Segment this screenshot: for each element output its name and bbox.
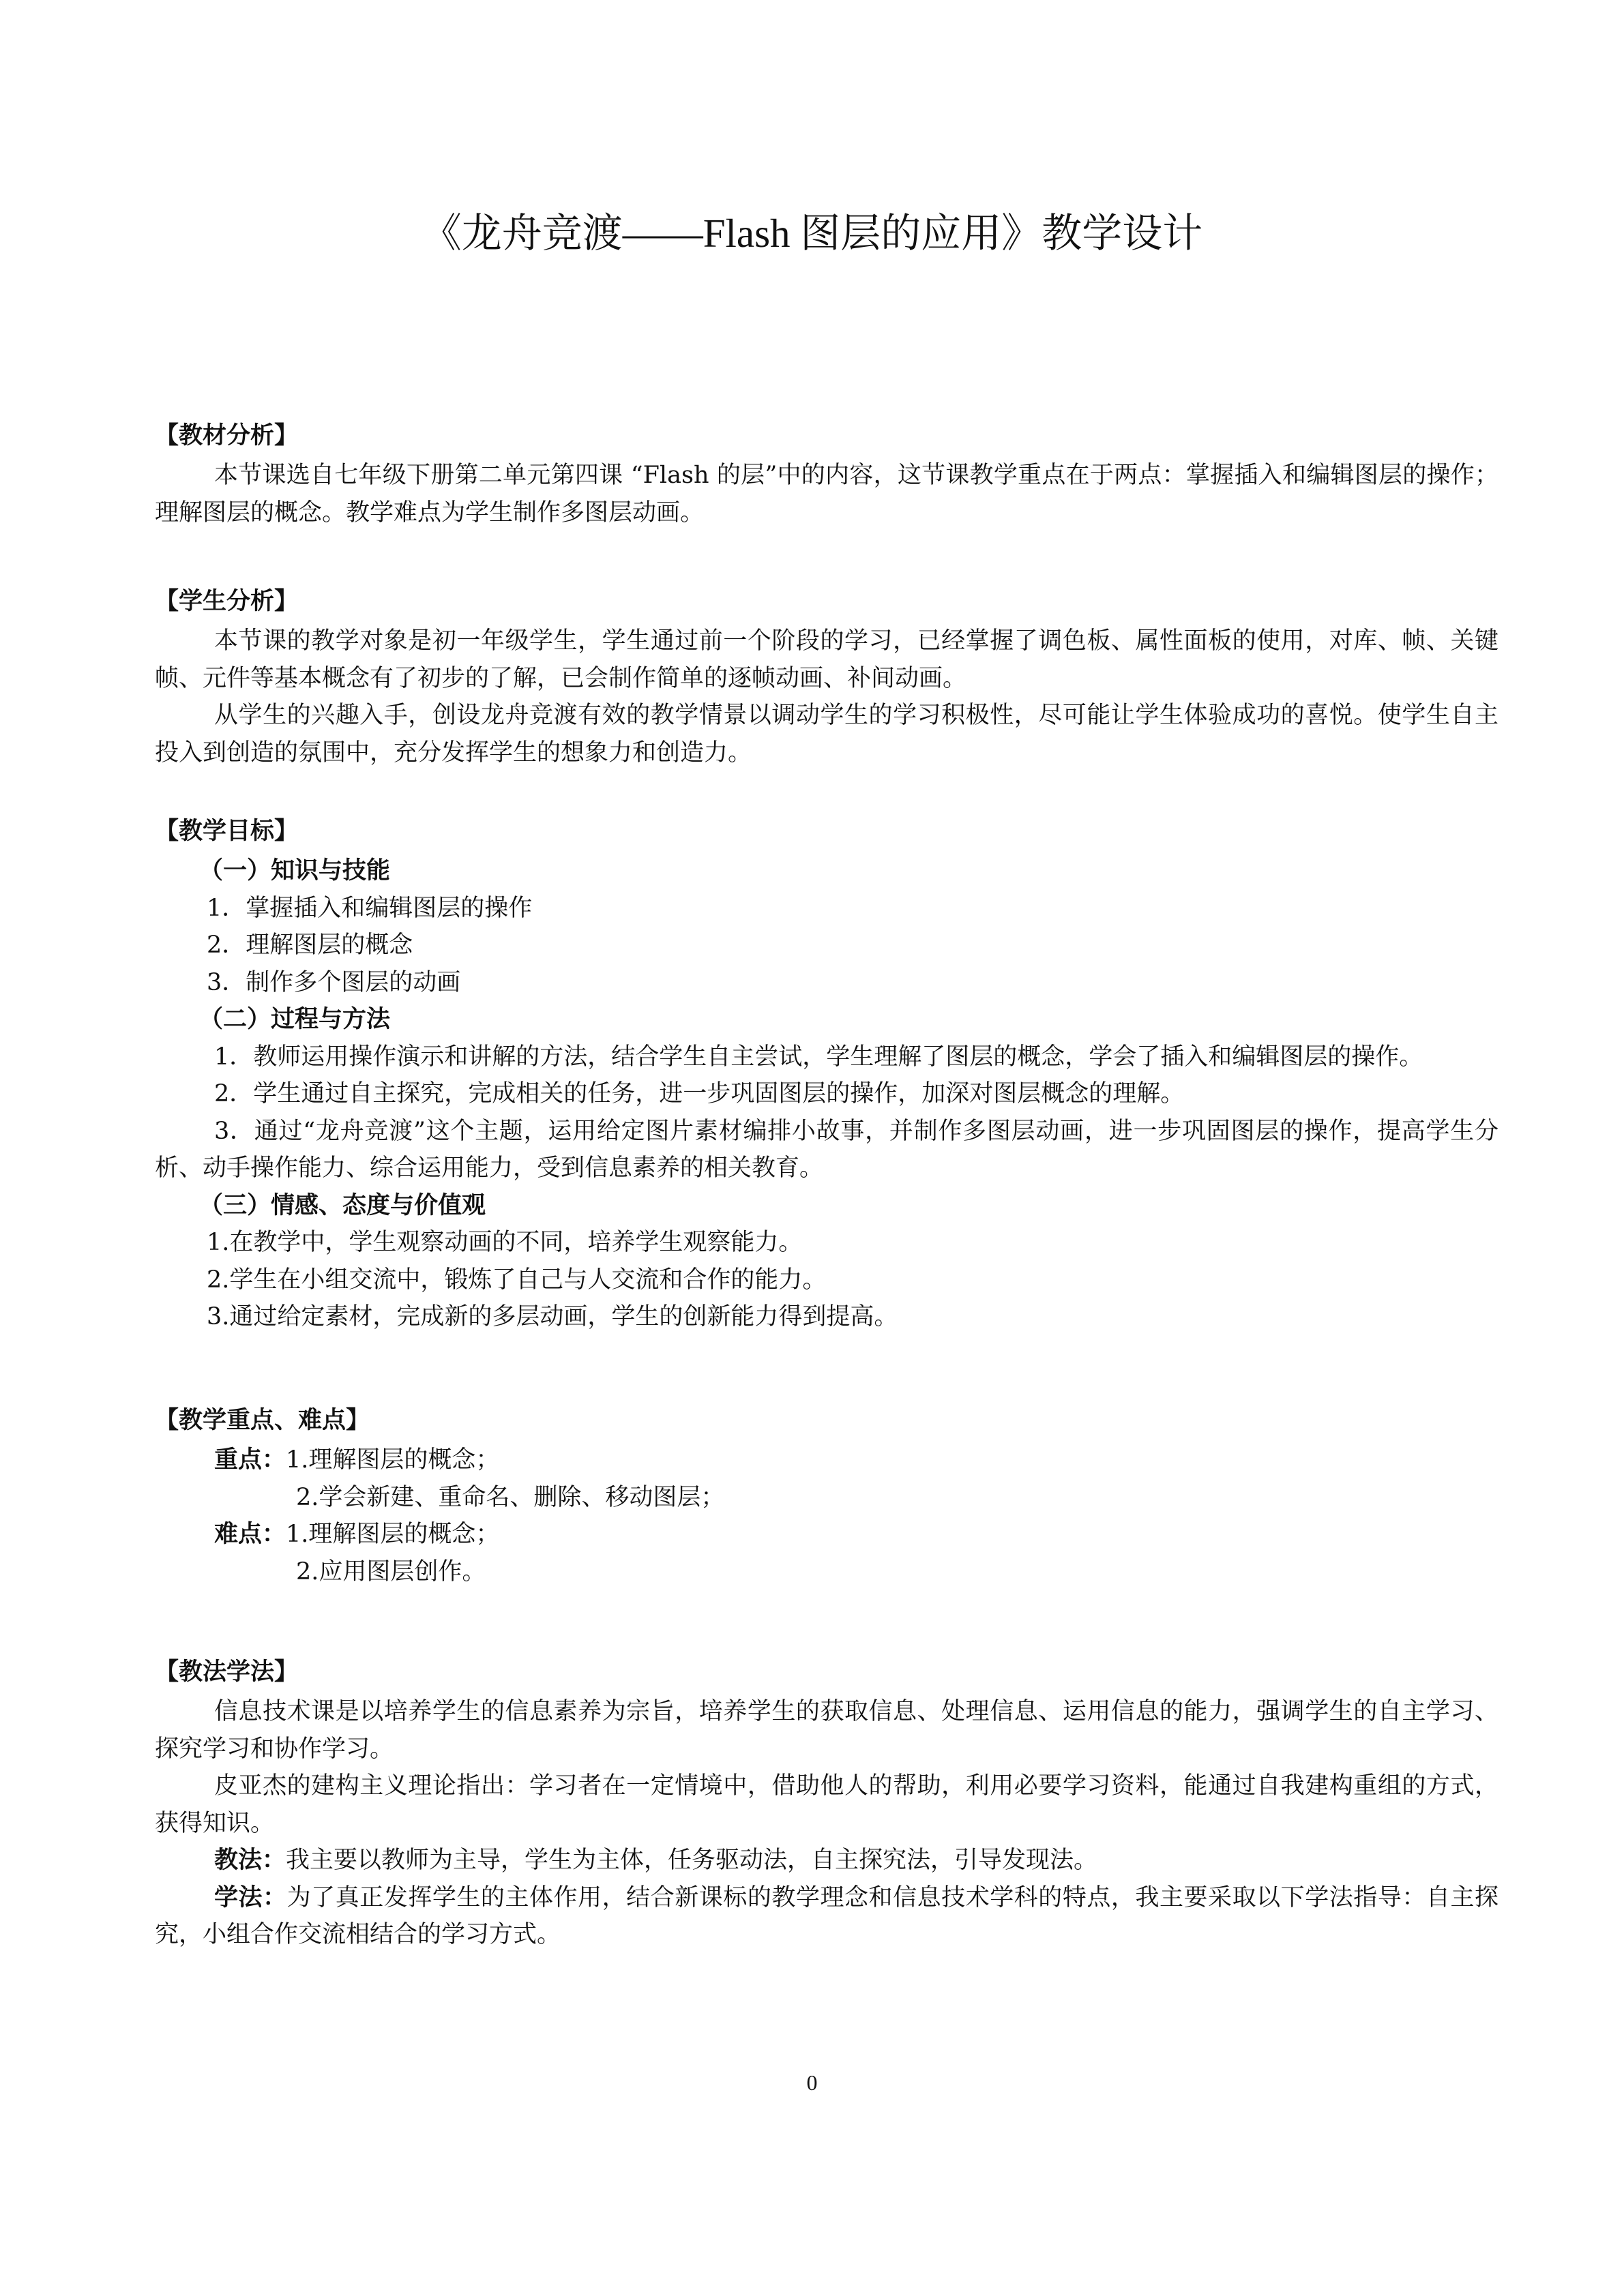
paragraph: 从学生的兴趣入手，创设龙舟竞渡有效的教学情景以调动学生的学习积极性，尽可能让学生体验成功的喜悦。使学生自主投入到创造的氛围中，充分发挥学生的想象力和创造力。 <box>155 702 1498 766</box>
section-heading: 【教学目标】 <box>155 818 299 845</box>
paragraph: 皮亚杰的建构主义理论指出：学习者在一定情境中，借助他人的帮助，利用必要学习资料，能通过自我建构重组的方式，获得知识。 <box>155 1772 1498 1837</box>
list-item: 3．制作多个图层的动画 <box>207 968 461 996</box>
list-item: 3.通过给定素材，完成新的多层动画，学生的创新能力得到提高。 <box>207 1303 898 1330</box>
list-item: 1．掌握插入和编辑图层的操作 <box>207 894 533 922</box>
list-item: 2．学生通过自主探究，完成相关的任务，进一步巩固图层的操作，加深对图层概念的理解。 <box>214 1080 1185 1107</box>
teaching-label: 教法： <box>214 1847 286 1874</box>
difficulty-item: 2.应用图层创作。 <box>296 1557 486 1585</box>
section-material <box>155 417 1498 531</box>
focus-row <box>155 1442 1498 1479</box>
document-title: 《龙舟竞渡——Flash 图层的应用》教学设计 <box>421 211 1203 256</box>
learning-label: 学法： <box>214 1883 287 1911</box>
list-item: 3．通过“龙舟竞渡”这个主题，运用给定图片素材编排小故事，并制作多图层动画，进一步巩固图层的操作，提高学生分析、动手操作能力、综合运用能力，受到信息素养的相关教育。 <box>155 1117 1498 1182</box>
difficulty-label: 难点： <box>214 1521 286 1548</box>
list-item: 1．教师运用操作演示和讲解的方法，结合学生自主尝试，学生理解了图层的概念，学会了插入和编辑图层的操作。 <box>214 1043 1423 1071</box>
section-heading: 【教法学法】 <box>155 1658 299 1686</box>
list-item: 2.学生在小组交流中，锻炼了自己与人交流和合作的能力。 <box>207 1266 827 1294</box>
subsection-label: （二）过程与方法 <box>199 1006 391 1033</box>
section-goals <box>155 813 1498 1336</box>
section-heading: 【教学重点、难点】 <box>155 1407 370 1434</box>
paragraph: 本节课选自七年级下册第二单元第四课 “Flash 的层”中的内容，这节课教学重点在于两点：掌握插入和编辑图层的操作；理解图层的概念。教学难点为学生制作多图层动画。 <box>155 462 1498 526</box>
focus-item: 1.理解图层的概念； <box>286 1446 500 1474</box>
section-keypoints <box>155 1402 1498 1590</box>
section-heading: 【教材分析】 <box>155 422 299 449</box>
learning-text: 为了真正发挥学生的主体作用，结合新课标的教学理念和信息技术学科的特点，我主要采取以下学法指导：自主探究，小组合作交流相结合的学习方式。 <box>155 1883 1498 1948</box>
page-number: 0 <box>806 2070 818 2095</box>
section-methods <box>155 1654 1498 1954</box>
list-item: 2．理解图层的概念 <box>207 931 413 959</box>
section-students <box>155 583 1498 771</box>
paragraph: 信息技术课是以培养学生的信息素养为宗旨，培养学生的获取信息、处理信息、运用信息的能力，强调学生的自主学习、探究学习和协作学习。 <box>155 1698 1498 1763</box>
subsection-label: （一）知识与技能 <box>199 857 391 884</box>
difficulty-row <box>155 1516 1498 1553</box>
difficulty-item: 1.理解图层的概念； <box>286 1521 500 1548</box>
focus-label: 重点： <box>214 1446 286 1474</box>
teaching-method <box>155 1842 1498 1879</box>
subsection-label: （三）情感、态度与价值观 <box>199 1191 486 1219</box>
section-heading: 【学生分析】 <box>155 588 299 615</box>
learning-method <box>155 1879 1498 1954</box>
teaching-text: 我主要以教师为主导，学生为主体，任务驱动法，自主探究法，引导发现法。 <box>286 1847 1098 1874</box>
paragraph: 本节课的教学对象是初一年级学生，学生通过前一个阶段的学习，已经掌握了调色板、属性面板的使用，对库、帧、关键帧、元件等基本概念有了初步的了解，已会制作简单的逐帧动画、补间动画。 <box>155 627 1498 692</box>
list-item: 1.在教学中，学生观察动画的不同，培养学生观察能力。 <box>207 1229 803 1256</box>
focus-item: 2.学会新建、重命名、删除、移动图层； <box>296 1483 725 1511</box>
